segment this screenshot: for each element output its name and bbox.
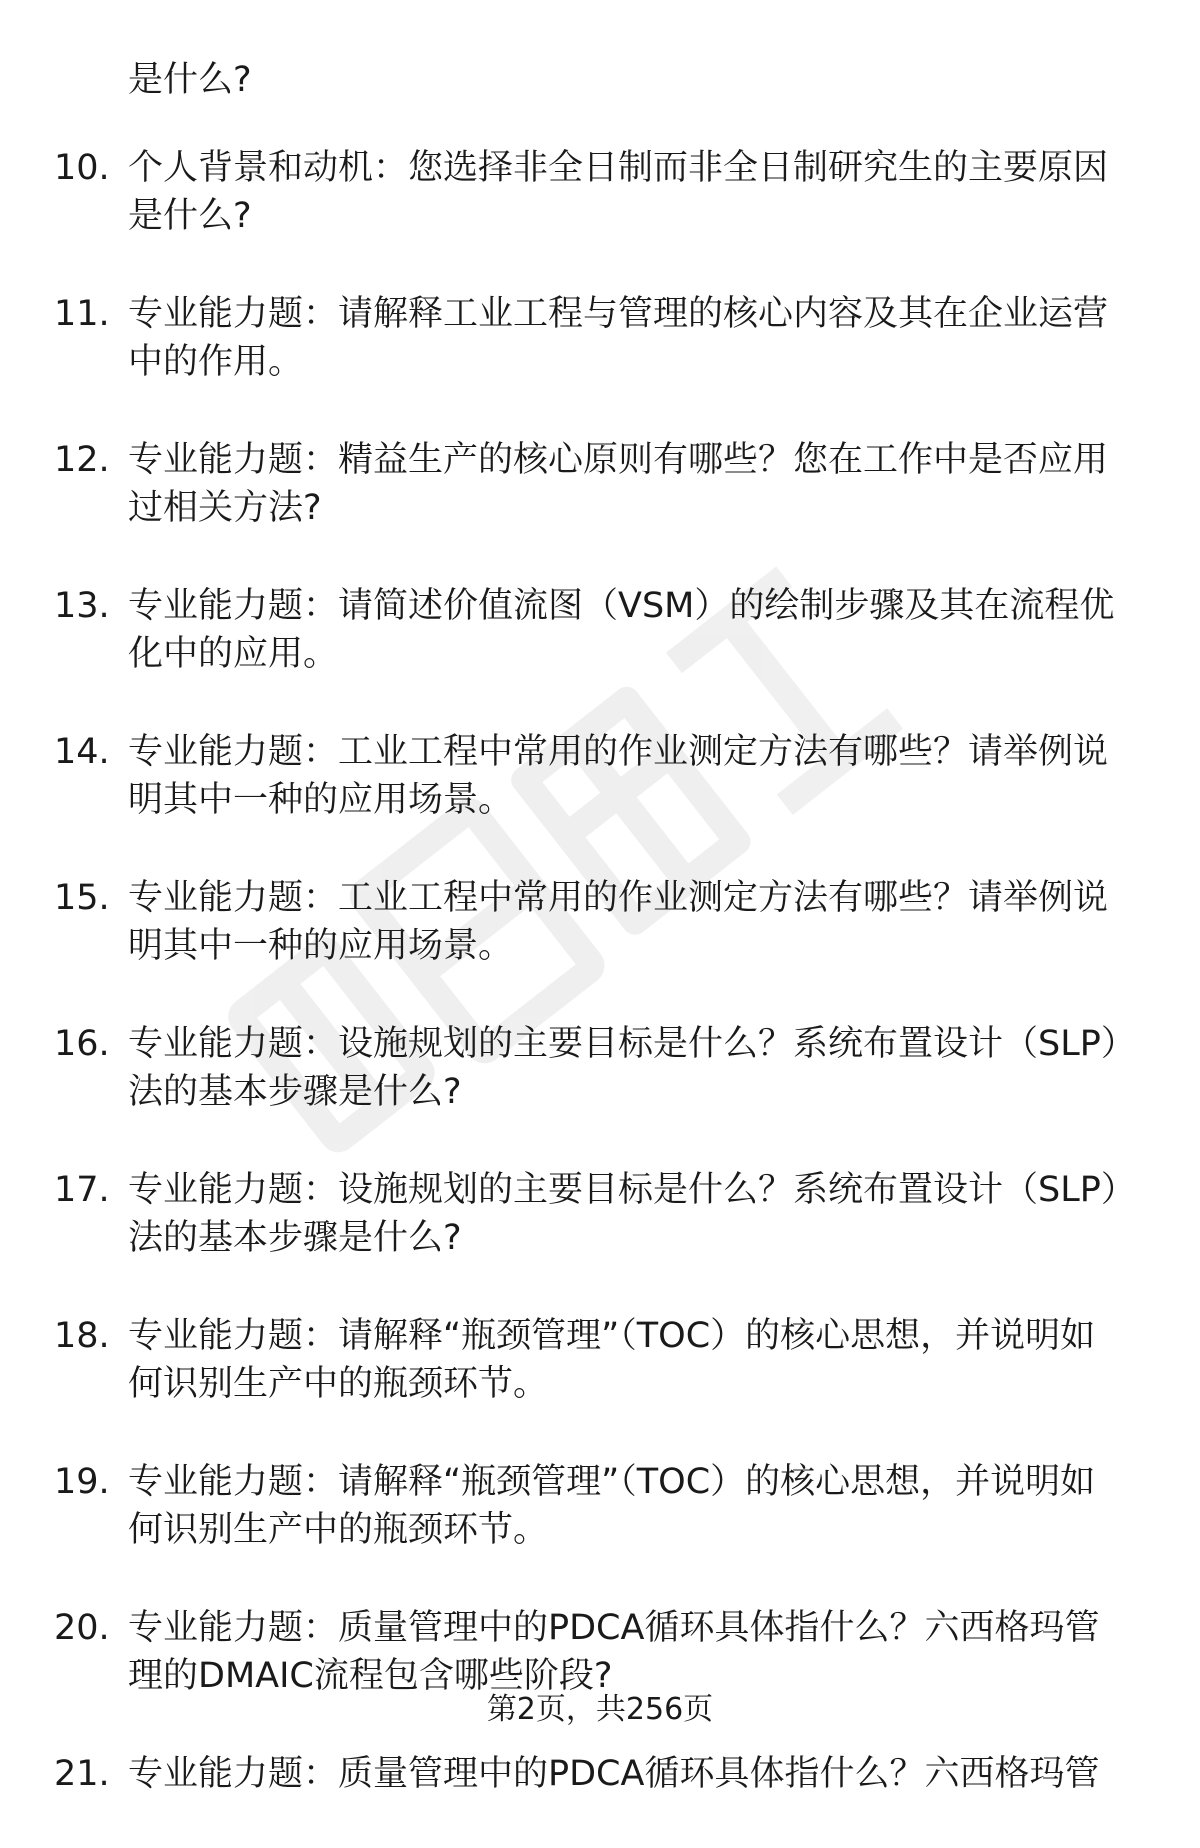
question-list [0, 56, 1200, 1848]
question-text: 专业能力题：精益生产的核心原则有哪些？您在工作中是否应用过相关方法? [128, 440, 1109, 528]
question-number: 15. [54, 878, 110, 918]
question-number: 10. [54, 148, 110, 188]
question-number: 13. [54, 586, 110, 626]
list-item [0, 1020, 1200, 1116]
question-number: 14. [54, 732, 110, 772]
question-text: 专业能力题：质量管理中的PDCA循环具体指什么？六西格玛管 [128, 1754, 1100, 1794]
question-text: 专业能力题：工业工程中常用的作业测定方法有哪些？请举例说明其中一种的应用场景。 [128, 732, 1109, 820]
question-number: 18. [54, 1316, 110, 1356]
list-item [0, 1604, 1200, 1700]
question-text: 个人背景和动机：您选择非全日制而非全日制研究生的主要原因是什么? [128, 148, 1109, 236]
page-footer: 第2页，共256页 [486, 1692, 714, 1727]
question-number: 16. [54, 1024, 110, 1064]
question-number: 20. [54, 1608, 110, 1648]
list-item [0, 728, 1200, 824]
question-text: 专业能力题：设施规划的主要目标是什么？系统布置设计（SLP）法的基本步骤是什么? [128, 1024, 1119, 1112]
question-number: 21. [54, 1754, 110, 1794]
question-text: 专业能力题：请解释工业工程与管理的核心内容及其在企业运营中的作用。 [128, 294, 1109, 382]
question-text: 专业能力题：请解释“瓶颈管理”（TOC）的核心思想，并说明如何识别生产中的瓶颈环节。 [128, 1462, 1096, 1550]
question-text: 专业能力题：请解释“瓶颈管理”（TOC）的核心思想，并说明如何识别生产中的瓶颈环节。 [128, 1316, 1096, 1404]
continued-question [0, 56, 1200, 104]
question-number: 12. [54, 440, 110, 480]
list-item [0, 1750, 1200, 1798]
list-item [0, 1166, 1200, 1262]
question-number: 19. [54, 1462, 110, 1502]
list-item [0, 1458, 1200, 1554]
continued-question-text: 是什么? [128, 60, 252, 100]
list-item [0, 582, 1200, 678]
list-item [0, 1312, 1200, 1408]
list-item [0, 874, 1200, 970]
list-item [0, 436, 1200, 532]
list-item [0, 290, 1200, 386]
question-text: 专业能力题：质量管理中的PDCA循环具体指什么？六西格玛管理的DMAIC流程包含哪些阶段? [128, 1608, 1100, 1696]
question-number: 17. [54, 1170, 110, 1210]
question-number: 11. [54, 294, 110, 334]
list-item [0, 144, 1200, 240]
question-text: 专业能力题：工业工程中常用的作业测定方法有哪些？请举例说明其中一种的应用场景。 [128, 878, 1109, 966]
question-text: 专业能力题：设施规划的主要目标是什么？系统布置设计（SLP）法的基本步骤是什么? [128, 1170, 1119, 1258]
question-text: 专业能力题：请简述价值流图（VSM）的绘制步骤及其在流程优化中的应用。 [128, 586, 1115, 674]
